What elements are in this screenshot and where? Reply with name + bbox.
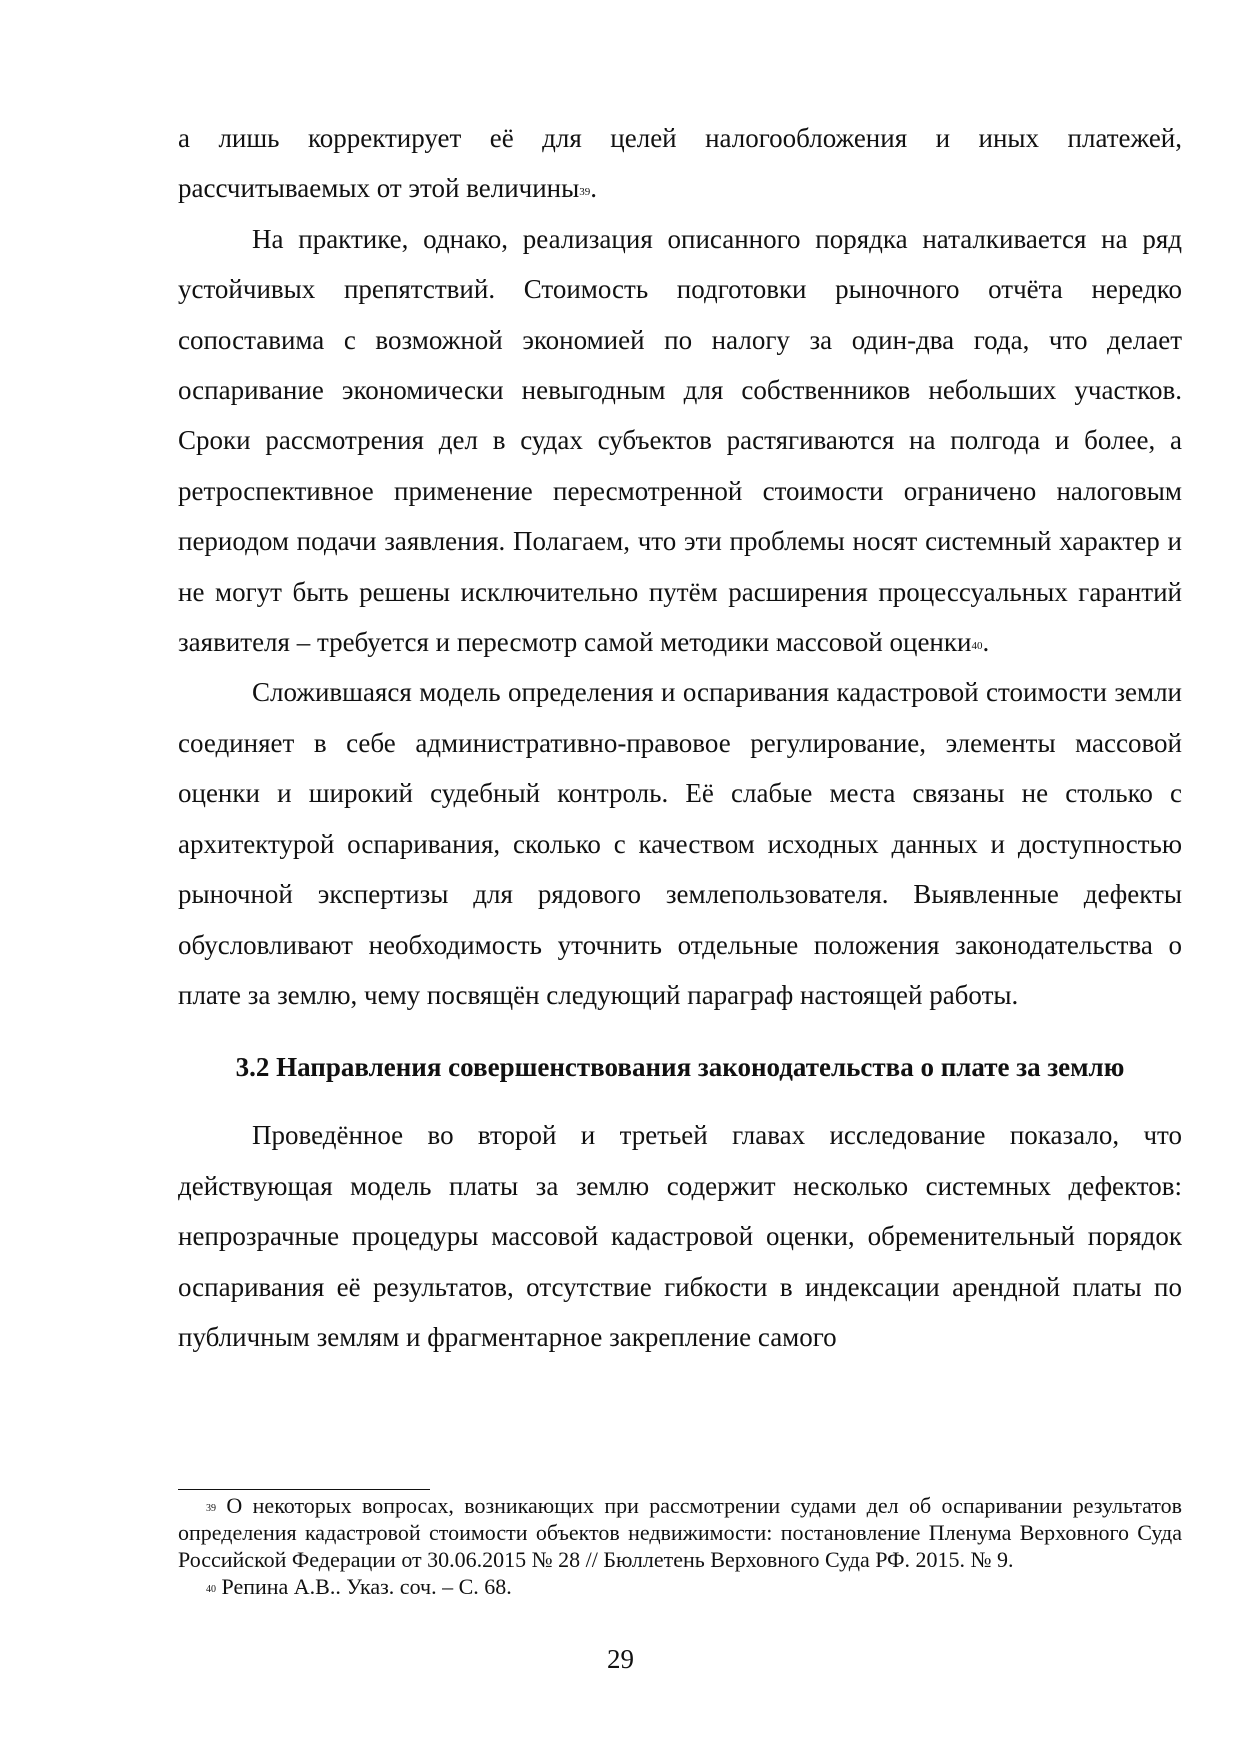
footnote-40-marker: 40 <box>206 1584 216 1595</box>
footnote-40-text: Репина А.В.. Указ. соч. – С. 68. <box>221 1574 512 1599</box>
paragraph-2 <box>178 214 1182 668</box>
footnotes <box>178 1492 1182 1600</box>
paragraph-3 <box>178 667 1182 1020</box>
footnote-ref-40[interactable]: 40 <box>971 640 983 653</box>
footnote-39-text: О некоторых вопросах, возникающих при рассмотрении судами дел об оспаривании результатов определения кадастровой стоимости объектов недвижимости: постановление Пленума Верховного Суда Российской Федерации от 30.06.2015 № 28 // Бюллетень Верховного Суда РФ. 2015. № 9. <box>178 1493 1183 1572</box>
footnote-39-marker: 39 <box>206 1503 216 1514</box>
paragraph-1-end: . <box>590 173 598 204</box>
footnote-39 <box>178 1492 1182 1573</box>
paragraph-2-end: . <box>982 627 990 658</box>
footnote-separator <box>178 1489 430 1490</box>
section-heading: 3.2 Направления совершенствования законодательства о плате за землю <box>235 1052 1125 1083</box>
paragraph-1 <box>178 113 1182 214</box>
page-number: 29 <box>607 1644 634 1674</box>
paragraph-4-text: Проведённое во второй и третьей главах исследование показало, что действующая модель платы за землю содержит несколько системных дефектов: непрозрачные процедуры массовой кадастровой оценки, обременительный порядок оспаривания её результатов, отсутствие гибкости в индексации арендной платы по публичным землям и фрагментарное закрепление самого <box>178 1120 1182 1352</box>
footnote-ref-39[interactable]: 39 <box>579 186 591 199</box>
page-body <box>178 113 1182 1362</box>
footnote-40 <box>178 1573 1182 1600</box>
paragraph-4 <box>178 1110 1182 1362</box>
paragraph-3-text: Сложившаяся модель определения и оспаривания кадастровой стоимости земли соединяет в себе административно-правовое регулирование, элементы массовой оценки и широкий судебный контроль. Её слабые места связаны не столько с архитектурой оспаривания, сколько с качеством исходных данных и доступностью рыночной экспертизы для рядового землепользователя. Выявленные дефекты обусловливают необходимость уточнить отдельные положения законодательства о плате за землю, чему посвящён следующий параграф настоящей работы. <box>178 677 1182 1010</box>
paragraph-2-text: На практике, однако, реализация описанного порядка наталкивается на ряд устойчивых препятствий. Стоимость подготовки рыночного отчёта нередко сопоставима с возможной экономией по налогу за один-два года, что делает оспаривание экономически невыгодным для собственников небольших участков. Сроки рассмотрения дел в судах субъектов растягиваются на полгода и более, а ретроспективное применение пересмотренной стоимости ограничено налоговым периодом подачи заявления. Полагаем, что эти проблемы носят системный характер и не могут быть решены исключительно путём расширения процессуальных гарантий заявителя – требуется и пересмотр самой методики массовой оценки <box>178 223 1182 658</box>
paragraph-1-text: а лишь корректирует её для целей налогообложения и иных платежей, рассчитываемых от этой величины <box>178 123 1182 204</box>
